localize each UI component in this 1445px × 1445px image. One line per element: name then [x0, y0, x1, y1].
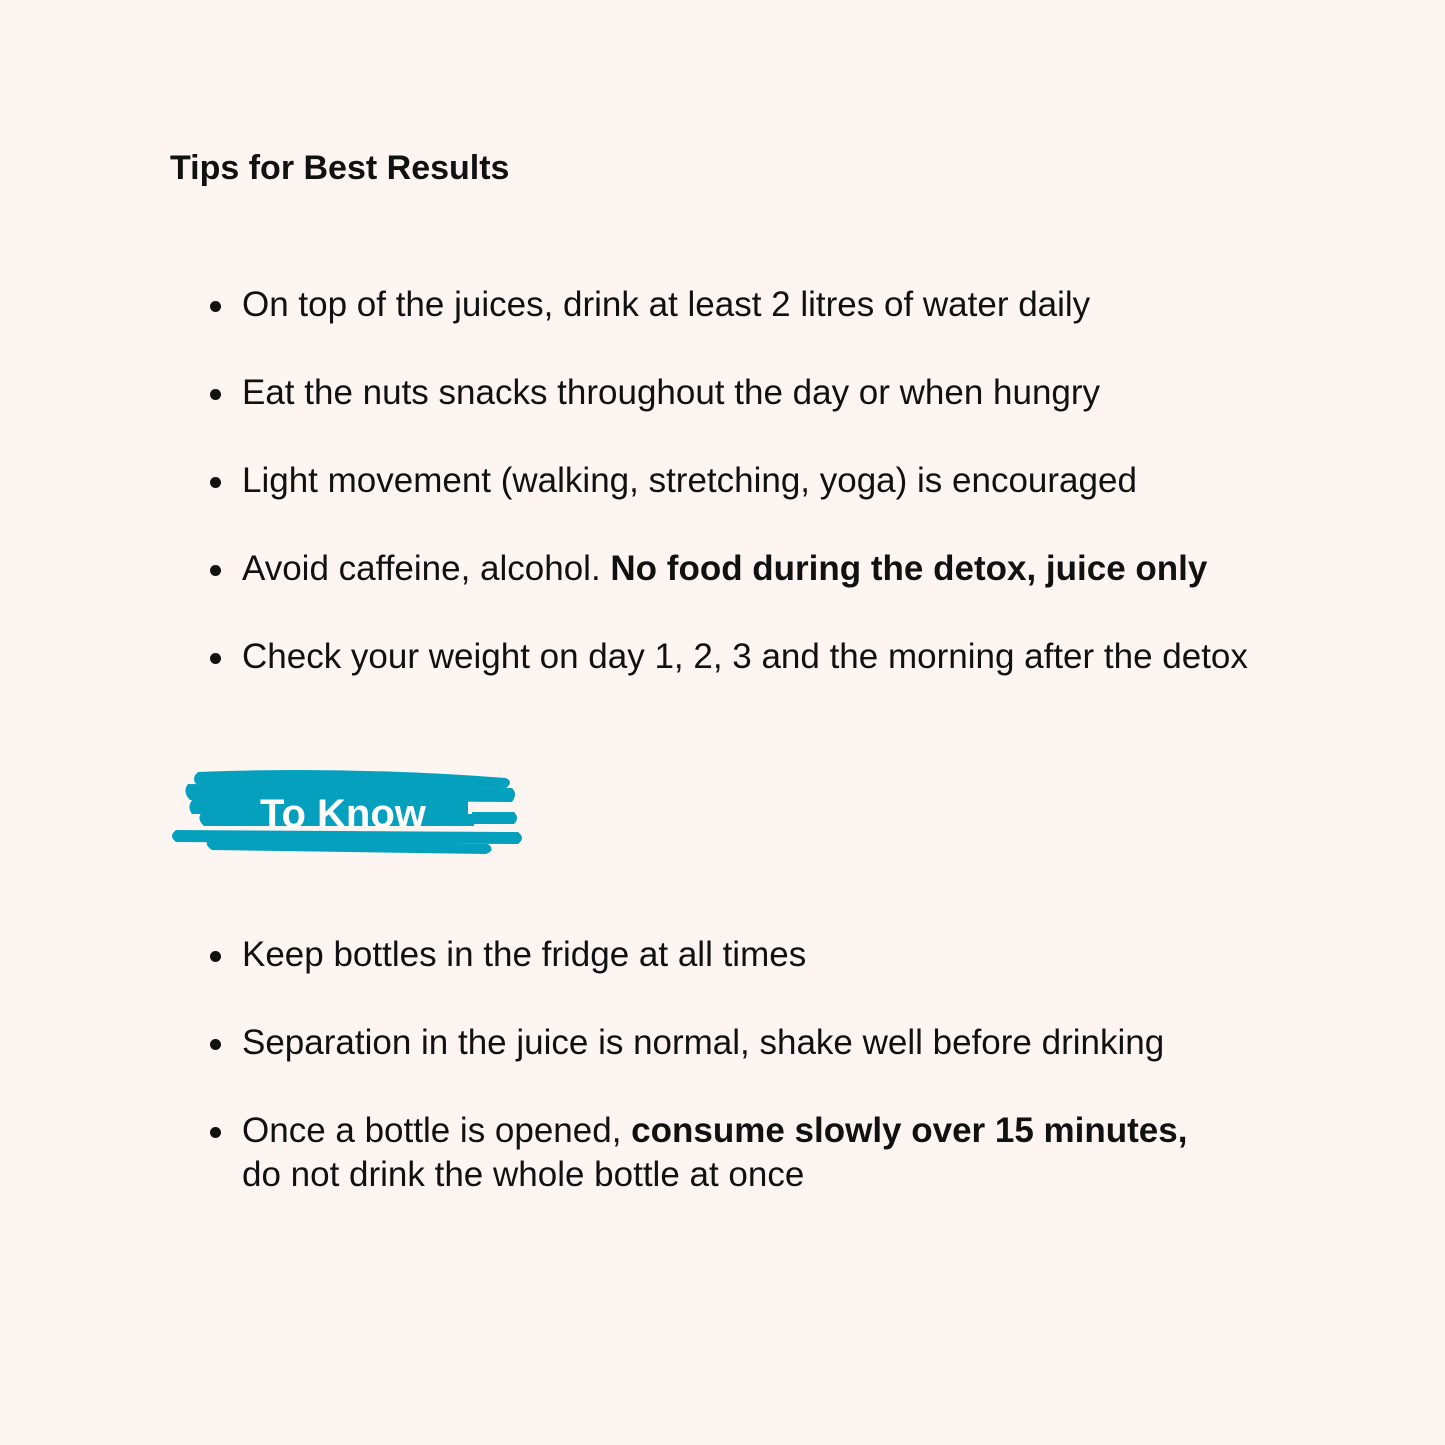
list-item	[206, 933, 1187, 977]
item-text: On top of the juices, drink at least 2 litres of water daily	[242, 285, 1091, 324]
bullet-dot-icon	[210, 301, 221, 312]
to-know-list	[206, 933, 1187, 1241]
item-bold-text: No food during the detox, juice only	[610, 549, 1208, 588]
tips-title: Tips for Best Results	[170, 149, 510, 187]
bullet-dot-icon	[210, 1127, 221, 1138]
tips-list	[206, 283, 1248, 723]
list-item	[206, 283, 1248, 327]
item-text: Separation in the juice is normal, shake well before drinking	[242, 1023, 1165, 1062]
list-item	[206, 1109, 1187, 1197]
list-item	[206, 459, 1248, 503]
bullet-dot-icon	[210, 477, 221, 488]
item-bold-text: consume slowly over 15 minutes,	[631, 1111, 1188, 1150]
item-text: Check your weight on day 1, 2, 3 and the morning after the detox	[242, 637, 1248, 676]
bullet-dot-icon	[210, 1039, 221, 1050]
list-item	[206, 1021, 1187, 1065]
list-item	[206, 547, 1248, 591]
bullet-dot-icon	[210, 951, 221, 962]
bullet-dot-icon	[210, 565, 221, 576]
item-text: Eat the nuts snacks throughout the day or when hungry	[242, 373, 1101, 412]
bullet-dot-icon	[210, 653, 221, 664]
item-text-continued: do not drink the whole bottle at once	[242, 1155, 805, 1194]
item-text: Once a bottle is opened,	[242, 1111, 632, 1150]
list-item	[206, 371, 1248, 415]
item-text: Avoid caffeine, alcohol.	[242, 549, 611, 588]
to-know-label: To Know	[260, 792, 426, 836]
to-know-badge	[168, 766, 526, 858]
item-text: Keep bottles in the fridge at all times	[242, 935, 807, 974]
bullet-dot-icon	[210, 389, 221, 400]
item-text: Light movement (walking, stretching, yoga) is encouraged	[242, 461, 1137, 500]
list-item	[206, 635, 1248, 679]
